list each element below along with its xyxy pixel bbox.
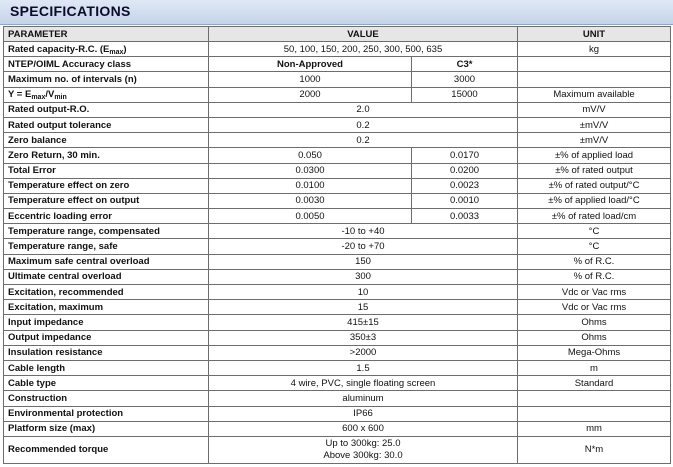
unit-cell: m xyxy=(518,360,671,375)
unit-cell: Mega-Ohms xyxy=(518,345,671,360)
table-row xyxy=(4,345,671,360)
param-label: Total Error xyxy=(4,163,209,178)
unit-cell: Vdc or Vac rms xyxy=(518,300,671,315)
value-cell: 150 xyxy=(209,254,518,269)
param-label: Rated capacity-R.C. $(E_{max})$ xyxy=(4,42,209,57)
table-row xyxy=(4,209,671,224)
header-parameter: PARAMETER xyxy=(4,27,209,42)
table-row xyxy=(4,376,671,391)
param-label: Eccentric loading error xyxy=(4,209,209,224)
unit-cell: Ohms xyxy=(518,330,671,345)
table-row xyxy=(4,133,671,148)
table-row xyxy=(4,254,671,269)
value-cell xyxy=(209,436,518,463)
table-row xyxy=(4,285,671,300)
value-cell: 600 x 600 xyxy=(209,421,518,436)
unit-cell xyxy=(518,72,671,87)
param-label: Platform size (max) xyxy=(4,421,209,436)
value-cell: 0.0170 xyxy=(412,148,518,163)
torque-line-1: Up to 300kg: 25.0 xyxy=(325,437,401,449)
table-row xyxy=(4,148,671,163)
value-cell: -20 to +70 xyxy=(209,239,518,254)
value-cell: 0.0300 xyxy=(209,163,412,178)
value-cell: >2000 xyxy=(209,345,518,360)
value-cell: IP66 xyxy=(209,406,518,421)
value-cell: 0.2 xyxy=(209,133,518,148)
unit-cell xyxy=(518,57,671,72)
param-label: Temperature effect on output xyxy=(4,193,209,208)
table-row xyxy=(4,178,671,193)
value-cell: 10 xyxy=(209,285,518,300)
value-cell: aluminum xyxy=(209,391,518,406)
param-label: Temperature range, compensated xyxy=(4,224,209,239)
title-banner xyxy=(0,0,673,25)
table-row xyxy=(4,330,671,345)
unit-cell: N*m xyxy=(518,436,671,463)
param-label: Temperature effect on zero xyxy=(4,178,209,193)
table-row xyxy=(4,42,671,57)
table-row xyxy=(4,436,671,463)
param-label: Zero balance xyxy=(4,133,209,148)
value-cell: 4 wire, PVC, single floating screen xyxy=(209,376,518,391)
value-cell: 2000 xyxy=(209,87,412,102)
table-row xyxy=(4,360,671,375)
param-label: Insulation resistance xyxy=(4,345,209,360)
param-label: Rated output tolerance xyxy=(4,117,209,132)
unit-cell: kg xyxy=(518,42,671,57)
unit-cell: % of R.C. xyxy=(518,254,671,269)
table-row xyxy=(4,117,671,132)
value-cell: 0.0100 xyxy=(209,178,412,193)
value-cell: 0.0050 xyxy=(209,209,412,224)
param-label: Cable length xyxy=(4,360,209,375)
value-cell: C3* xyxy=(412,57,518,72)
param-label: Recommended torque xyxy=(4,436,209,463)
unit-cell xyxy=(518,406,671,421)
unit-cell: % of R.C. xyxy=(518,269,671,284)
table-row xyxy=(4,421,671,436)
value-cell: 2.0 xyxy=(209,102,518,117)
unit-cell: ±mV/V xyxy=(518,133,671,148)
value-cell: 0.050 xyxy=(209,148,412,163)
value-cell: 0.0033 xyxy=(412,209,518,224)
value-cell: 0.0030 xyxy=(209,193,412,208)
table-header-row xyxy=(4,27,671,42)
table-row xyxy=(4,224,671,239)
value-cell: 0.0010 xyxy=(412,193,518,208)
unit-cell: ±% of rated output/°C xyxy=(518,178,671,193)
header-unit: UNIT xyxy=(518,27,671,42)
table-row xyxy=(4,72,671,87)
param-label: Excitation, recommended xyxy=(4,285,209,300)
param-label: Construction xyxy=(4,391,209,406)
param-label: Maximum safe central overload xyxy=(4,254,209,269)
unit-cell: ±% of rated load/cm xyxy=(518,209,671,224)
unit-cell: ±% of rated output xyxy=(518,163,671,178)
unit-cell xyxy=(518,391,671,406)
value-cell: 0.0200 xyxy=(412,163,518,178)
table-row xyxy=(4,87,671,102)
value-cell: 1.5 xyxy=(209,360,518,375)
unit-cell: Vdc or Vac rms xyxy=(518,285,671,300)
unit-cell: Ohms xyxy=(518,315,671,330)
param-label: Input impedance xyxy=(4,315,209,330)
value-cell: 300 xyxy=(209,269,518,284)
header-value: VALUE xyxy=(209,27,518,42)
param-label: Temperature range, safe xyxy=(4,239,209,254)
param-label: $Y = E_{max}/V_{min}$ xyxy=(4,87,209,102)
table-row xyxy=(4,315,671,330)
table-row xyxy=(4,163,671,178)
value-cell: -10 to +40 xyxy=(209,224,518,239)
value-cell: 415±15 xyxy=(209,315,518,330)
unit-cell: Standard xyxy=(518,376,671,391)
page-title: SPECIFICATIONS xyxy=(10,3,131,19)
table-row xyxy=(4,57,671,72)
param-label: NTEP/OIML Accuracy class xyxy=(4,57,209,72)
value-cell: 1000 xyxy=(209,72,412,87)
unit-cell: mV/V xyxy=(518,102,671,117)
table-row xyxy=(4,300,671,315)
param-label: Maximum no. of intervals (n) xyxy=(4,72,209,87)
param-label: Zero Return, 30 min. xyxy=(4,148,209,163)
table-row xyxy=(4,102,671,117)
param-label: Cable type xyxy=(4,376,209,391)
unit-cell: ±% of applied load xyxy=(518,148,671,163)
table-row xyxy=(4,269,671,284)
table-row xyxy=(4,239,671,254)
unit-cell: ±mV/V xyxy=(518,117,671,132)
unit-cell: Maximum available xyxy=(518,87,671,102)
unit-cell: °C xyxy=(518,224,671,239)
value-cell: 3000 xyxy=(412,72,518,87)
param-label: Environmental protection xyxy=(4,406,209,421)
table-row xyxy=(4,193,671,208)
param-label: Ultimate central overload xyxy=(4,269,209,284)
value-cell: 15 xyxy=(209,300,518,315)
table-row xyxy=(4,406,671,421)
specifications-table xyxy=(3,26,671,464)
param-label: Excitation, maximum xyxy=(4,300,209,315)
value-cell: Non-Approved xyxy=(209,57,412,72)
value-cell: 0.2 xyxy=(209,117,518,132)
table-row xyxy=(4,391,671,406)
value-cell: 350±3 xyxy=(209,330,518,345)
param-label: Output impedance xyxy=(4,330,209,345)
value-cell: 0.0023 xyxy=(412,178,518,193)
unit-cell: °C xyxy=(518,239,671,254)
torque-line-2: Above 300kg: 30.0 xyxy=(323,449,403,461)
value-cell: 50, 100, 150, 200, 250, 300, 500, 635 xyxy=(209,42,518,57)
value-cell: 15000 xyxy=(412,87,518,102)
unit-cell: ±% of applied load/°C xyxy=(518,193,671,208)
param-label: Rated output-R.O. xyxy=(4,102,209,117)
unit-cell: mm xyxy=(518,421,671,436)
